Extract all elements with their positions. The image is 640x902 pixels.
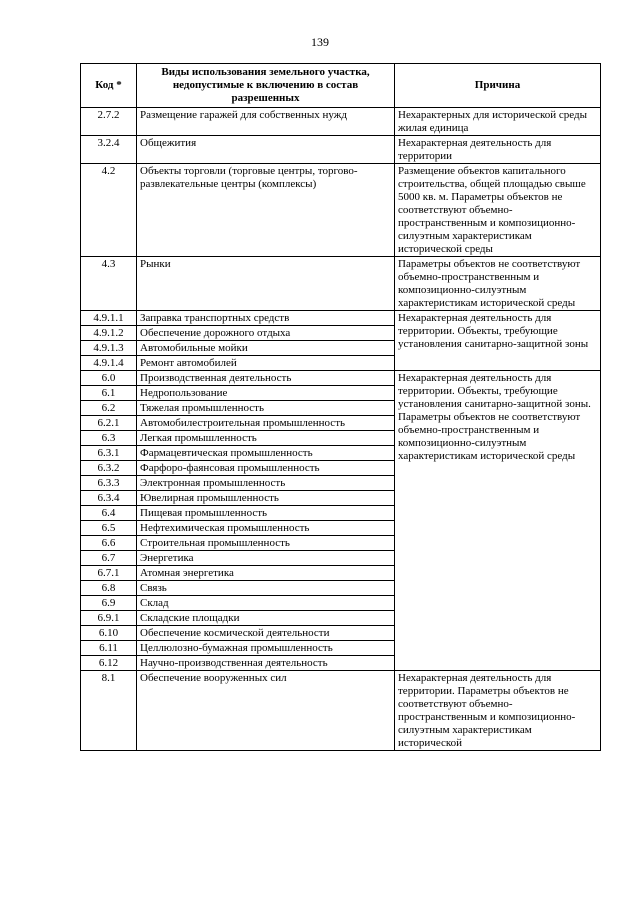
row-code: 6.10 bbox=[81, 626, 137, 641]
row-use: Фармацевтическая промышленность bbox=[137, 446, 395, 461]
row-code: 6.3.4 bbox=[81, 491, 137, 506]
row-code: 4.9.1.1 bbox=[81, 311, 137, 326]
row-code: 6.2.1 bbox=[81, 416, 137, 431]
table-row bbox=[81, 257, 601, 311]
header-code: Код * bbox=[81, 64, 137, 108]
restricted-uses-table bbox=[80, 63, 601, 751]
table-row bbox=[81, 136, 601, 164]
row-use: Общежития bbox=[137, 136, 395, 164]
table-header-row bbox=[81, 64, 601, 108]
row-use: Заправка транспортных средств bbox=[137, 311, 395, 326]
row-code: 4.9.1.3 bbox=[81, 341, 137, 356]
row-use: Рынки bbox=[137, 257, 395, 311]
row-reason: Размещение объектов капитального строительства, общей площадью свыше 5000 кв. м. Параметры объектов не соответствуют объемно-пространственным и композиционно-силуэтным характеристикам исторической среды bbox=[395, 164, 601, 257]
row-code: 6.7.1 bbox=[81, 566, 137, 581]
row-code: 6.3.1 bbox=[81, 446, 137, 461]
row-reason bbox=[395, 671, 601, 751]
row-reason: Нехарактерных для исторической среды жилая единица bbox=[395, 108, 601, 136]
row-use: Ювелирная промышленность bbox=[137, 491, 395, 506]
row-code: 8.1 bbox=[81, 671, 137, 751]
row-use: Объекты торговли (торговые центры, торгово-развлекательные центры (комплексы) bbox=[137, 164, 395, 257]
row-reason-text: Нехарактерная деятельность для территории. Параметры объектов не соответствуют объемно-пространственным и композиционно-силуэтным характеристикам исторической bbox=[398, 672, 576, 749]
row-code: 6.4 bbox=[81, 506, 137, 521]
row-code: 6.9 bbox=[81, 596, 137, 611]
row-use: Легкая промышленность bbox=[137, 431, 395, 446]
row-use: Атомная энергетика bbox=[137, 566, 395, 581]
row-code: 3.2.4 bbox=[81, 136, 137, 164]
row-use: Недропользование bbox=[137, 386, 395, 401]
row-code: 6.1 bbox=[81, 386, 137, 401]
row-use: Складские площадки bbox=[137, 611, 395, 626]
row-reason: Нехарактерная деятельность для территории. Объекты, требующие установления санитарно-защитной зоны bbox=[395, 311, 601, 371]
row-code: 6.9.1 bbox=[81, 611, 137, 626]
row-code: 6.2 bbox=[81, 401, 137, 416]
row-use: Научно-производственная деятельность bbox=[137, 656, 395, 671]
row-code: 4.2 bbox=[81, 164, 137, 257]
row-reason: Нехарактерная деятельность для территории bbox=[395, 136, 601, 164]
row-use: Фарфоро-фаянсовая промышленность bbox=[137, 461, 395, 476]
row-use: Энергетика bbox=[137, 551, 395, 566]
row-use: Тяжелая промышленность bbox=[137, 401, 395, 416]
row-use: Целлюлозно-бумажная промышленность bbox=[137, 641, 395, 656]
row-code: 6.12 bbox=[81, 656, 137, 671]
row-code: 6.5 bbox=[81, 521, 137, 536]
row-use: Строительная промышленность bbox=[137, 536, 395, 551]
page-number: 139 bbox=[311, 35, 329, 49]
row-code: 6.3.2 bbox=[81, 461, 137, 476]
header-use: Виды использования земельного участка, недопустимые к включению в состав разрешенных bbox=[137, 64, 395, 108]
table-row bbox=[81, 164, 601, 257]
row-use: Обеспечение вооруженных сил bbox=[137, 671, 395, 751]
table-row bbox=[81, 108, 601, 136]
row-use: Размещение гаражей для собственных нужд bbox=[137, 108, 395, 136]
row-code: 6.11 bbox=[81, 641, 137, 656]
row-code: 4.3 bbox=[81, 257, 137, 311]
row-code: 6.6 bbox=[81, 536, 137, 551]
row-code: 4.9.1.4 bbox=[81, 356, 137, 371]
header-reason: Причина bbox=[395, 64, 601, 108]
row-code: 6.3.3 bbox=[81, 476, 137, 491]
row-code: 2.7.2 bbox=[81, 108, 137, 136]
row-code: 6.3 bbox=[81, 431, 137, 446]
row-code: 6.8 bbox=[81, 581, 137, 596]
row-use: Нефтехимическая промышленность bbox=[137, 521, 395, 536]
row-use: Ремонт автомобилей bbox=[137, 356, 395, 371]
row-use: Производственная деятельность bbox=[137, 371, 395, 386]
row-reason: Параметры объектов не соответствуют объемно-пространственным и композиционно-силуэтным характеристикам исторической среды bbox=[395, 257, 601, 311]
row-use: Обеспечение дорожного отдыха bbox=[137, 326, 395, 341]
row-reason: Нехарактерная деятельность для территории. Объекты, требующие установления санитарно-защитной зоны. Параметры объектов не соответствуют объемно-пространственным и композиционно-силуэтным характеристикам исторической среды bbox=[395, 371, 601, 671]
row-use: Обеспечение космической деятельности bbox=[137, 626, 395, 641]
row-code: 6.0 bbox=[81, 371, 137, 386]
row-use: Автомобилестроительная промышленность bbox=[137, 416, 395, 431]
row-code: 4.9.1.2 bbox=[81, 326, 137, 341]
row-code: 6.7 bbox=[81, 551, 137, 566]
row-use: Автомобильные мойки bbox=[137, 341, 395, 356]
row-use: Склад bbox=[137, 596, 395, 611]
row-use: Связь bbox=[137, 581, 395, 596]
table-row bbox=[81, 671, 601, 751]
row-use: Электронная промышленность bbox=[137, 476, 395, 491]
table-row bbox=[81, 371, 601, 386]
row-use: Пищевая промышленность bbox=[137, 506, 395, 521]
table-row bbox=[81, 311, 601, 326]
